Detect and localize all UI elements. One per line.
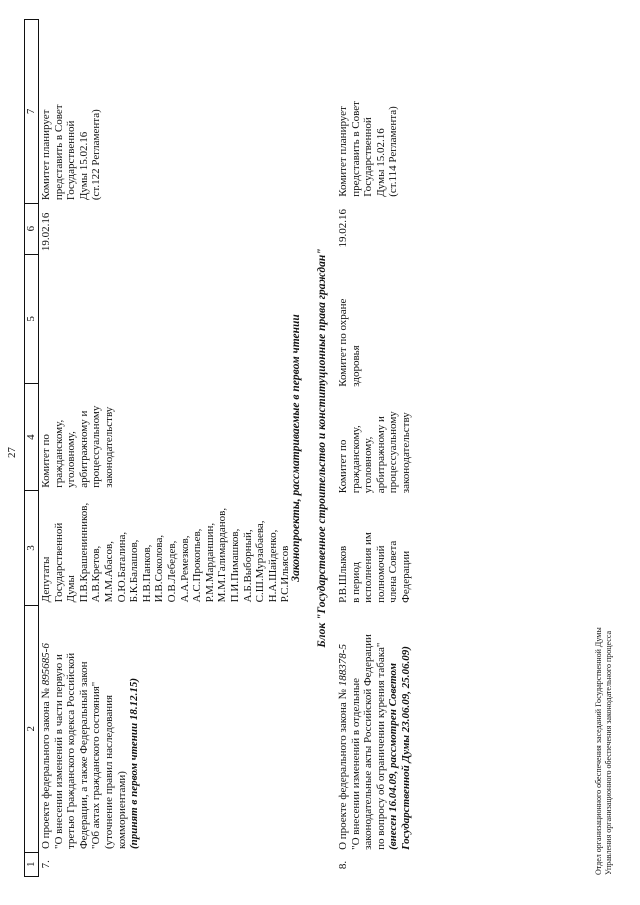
column-number: 5 [25, 254, 39, 383]
co-committee-line: здоровья [349, 345, 362, 387]
footer-line: Отдел организационного обеспечения заседаний Государственной Думы [594, 627, 603, 875]
committee-line: Комитет по [337, 439, 349, 494]
bill-title-cell [39, 605, 293, 852]
description-line: "Об актах гражданского состояния" [90, 681, 103, 850]
committee-line: гражданскому, [349, 425, 362, 494]
committee-line: уголовному, [65, 431, 78, 488]
row-number: 7. [40, 860, 52, 869]
action-line: (ст.122 Регламента) [90, 109, 103, 201]
column-number: 2 [25, 605, 39, 852]
committee-line: уголовному, [362, 436, 375, 494]
author-line: А.А.Ремезков, [178, 535, 191, 603]
description-line: (уточнение правил наследования [102, 694, 115, 850]
action-line: Думы 15.02.16 [374, 128, 387, 197]
action-line: Государственной [65, 120, 78, 201]
bill-description [53, 608, 129, 849]
author-line: С.Ш.Мурзабаева, [254, 520, 267, 603]
committee-line: процессуальному [90, 405, 103, 488]
date-cell: 19.02.16 [40, 212, 52, 252]
author-line: Б.К.Балашов, [128, 539, 141, 603]
block-title: Блок "Государственное строительство и конституционные права граждан" [316, 248, 328, 648]
bill-title-prefix: О проекте федерального закона № [337, 686, 349, 850]
note-line: Государственной Думы 23.06.09, 25.06.09) [399, 646, 412, 850]
action-line: Комитет планирует [40, 109, 52, 201]
bill-note: (принят в первом чтении 18.12.15) [128, 677, 141, 850]
agenda-table-continued [336, 19, 414, 877]
authors-cell [336, 496, 414, 606]
author-line: члена Совета [387, 540, 400, 603]
action-line: представить в Совет [349, 101, 362, 197]
committee-line: арбитражному и [374, 416, 387, 494]
committee-line: законодательству [399, 412, 412, 494]
column-number: 4 [25, 384, 39, 491]
bill-title-prefix: О проекте федерального закона № [40, 685, 52, 850]
author-line: Р.В.Шлыков [337, 545, 349, 603]
author-line: П.В.Крашенинников, [77, 502, 90, 603]
author-line: А.С.Прокопьев, [191, 528, 204, 603]
column-number: 7 [25, 20, 39, 204]
action-line: (ст.114 Регламента) [387, 106, 400, 197]
agenda-table [24, 19, 293, 877]
author-line: Н.А.Шайденко, [266, 529, 279, 603]
author-line: полномочий [374, 545, 387, 603]
section-title: Законопроекты, рассматриваемые в первом чтении [290, 314, 302, 582]
column-number: 6 [25, 203, 39, 254]
action-line: представить в Совет [52, 104, 65, 201]
author-line: И.В.Соколова, [153, 534, 166, 603]
description-line: коммориентами) [115, 771, 128, 850]
author-line: Депутаты [40, 556, 52, 603]
bill-note [387, 609, 412, 850]
committee-cell [336, 390, 414, 496]
bill-title-cell [336, 606, 414, 853]
author-line: Государственной [52, 522, 65, 603]
description-line: законодательные акты Российской Федерации [362, 634, 375, 850]
committee-line: законодательству [102, 406, 115, 488]
author-line: О.Ю.Баталина, [115, 531, 128, 603]
column-number: 3 [25, 491, 39, 606]
action-cell [336, 19, 414, 200]
author-line: Федерации [399, 550, 412, 603]
author-line: О.В.Лебедев, [165, 540, 178, 603]
description-line: "О внесении изменений в части первую и [52, 654, 65, 850]
authors-cell [39, 491, 293, 606]
action-cell [39, 20, 293, 204]
description-line: Федерации, а также Федеральный закон [77, 661, 90, 850]
committee-line: Комитет по [40, 434, 52, 488]
bill-description [350, 609, 388, 850]
action-line: Государственной [362, 117, 375, 197]
author-line: Н.В.Панков, [140, 544, 153, 603]
column-number-row [25, 20, 39, 877]
column-number: 1 [25, 852, 39, 876]
footer-department [594, 627, 613, 875]
description-line: по вопросу об ограничении курения табака" [374, 642, 387, 850]
author-line: П.И.Пимашков, [228, 528, 241, 603]
co-committee-cell [336, 251, 414, 390]
table-row [336, 19, 414, 877]
author-line: М.М.Галимарданов, [216, 507, 229, 603]
committee-line: арбитражному и [77, 410, 90, 488]
description-line: третью Гражданского кодекса Российской [65, 652, 78, 850]
action-line: Думы 15.02.16 [77, 131, 90, 201]
committee-line: процессуальному [387, 411, 400, 494]
author-line: Р.М.Марданшин, [203, 522, 216, 603]
co-committee-line: Комитет по охране [337, 298, 349, 387]
bill-number: 895685-6 [40, 643, 52, 686]
action-line: Комитет планирует [337, 106, 349, 197]
committee-line: гражданскому, [52, 419, 65, 488]
description-line: "О внесении изменений в отдельные [349, 677, 362, 850]
author-line: А.Б.Выборный, [241, 529, 254, 603]
author-line: исполнения им [362, 532, 375, 603]
author-line: М.М.Абасов, [102, 541, 115, 603]
page-number: 27 [6, 447, 18, 458]
author-line: Думы [65, 575, 78, 603]
committee-cell [39, 384, 293, 491]
note-line: (внесен 16.04.09, рассмотрен Советом [387, 662, 400, 850]
author-line: Р.С.Ильясов [279, 545, 292, 603]
footer-line: Управления организационного обеспечения законодательного процесса [603, 630, 613, 875]
row-number: 8. [337, 860, 349, 870]
table-row [39, 20, 293, 877]
author-line: в период [349, 561, 362, 603]
author-line: А.В.Кретов, [90, 545, 103, 603]
bill-number: 188378-5 [337, 644, 349, 687]
co-committee-cell [39, 254, 293, 383]
date-cell: 19.02.16 [337, 209, 349, 248]
